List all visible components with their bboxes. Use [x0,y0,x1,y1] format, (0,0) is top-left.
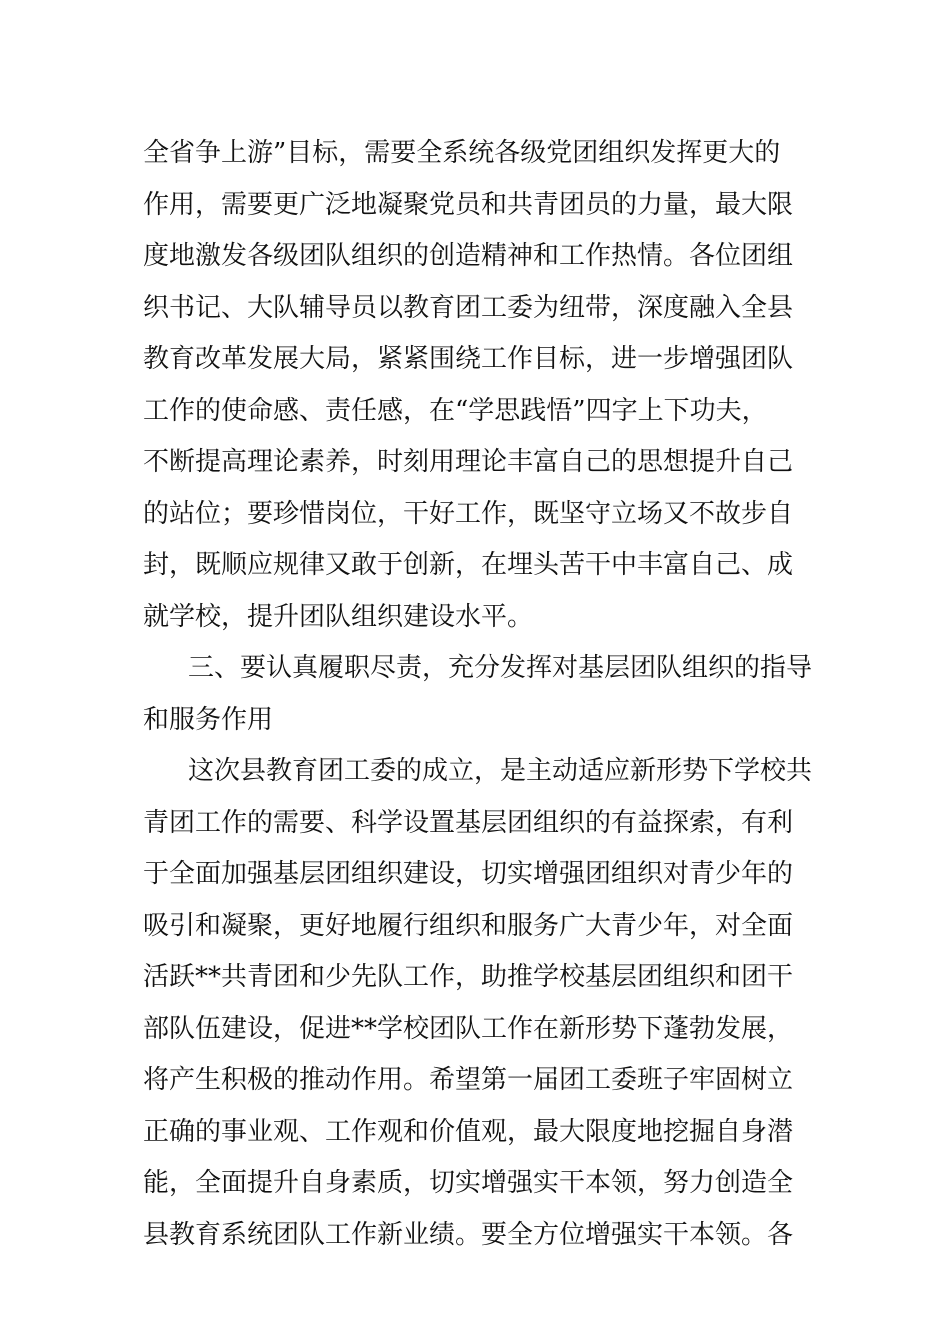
document-body [143,128,823,1261]
text-line: 于全面加强基层团组织建设，切实增强团组织对青少年的 [143,859,794,889]
text-line: 作用，需要更广泛地凝聚党员和共青团员的力量，最大限 [143,189,794,220]
text-line: 的站位；要珍惜岗位，干好工作，既坚守立场又不故步自 [143,498,794,529]
text-line: 工作的使命感、责任感，在“学思践悟”四字上下功夫， [143,395,768,426]
text-line: 部队伍建设，促进**学校团队工作在新形势下蓬勃发展， [143,1013,794,1044]
text-line: 全省争上游”目标，需要全系统各级党团组织发挥更大的 [143,138,781,168]
text-line: 度地激发各级团队组织的创造精神和工作热情。各位团组 [143,241,794,271]
paragraph-first-line: 三、要认真履职尽责，充分发挥对基层团队组织的指导 [188,653,813,683]
text-line: 就学校，提升团队组织建设水平。 [143,601,534,632]
text-line: 青团工作的需要、科学设置基层团组织的有益探索，有利 [143,807,794,838]
text-line: 吸引和凝聚，更好地履行组织和服务广大青少年，对全面 [143,910,794,941]
text-line: 正确的事业观、工作观和价值观，最大限度地挖掘自身潜 [143,1116,794,1147]
text-line: 能，全面提升自身素质，切实增强实干本领，努力创造全 [143,1168,794,1198]
text-line: 和服务作用 [143,704,274,735]
text-line: 活跃**共青团和少先队工作，助推学校基层团组织和团干 [143,962,794,992]
text-line: 封，既顺应规律又敢于创新，在埋头苦干中丰富自己、成 [143,550,794,580]
text-line: 县教育系统团队工作新业绩。要全方位增强实干本领。各 [143,1219,794,1250]
paragraph-first-line: 这次县教育团工委的成立，是主动适应新形势下学校共 [188,756,813,786]
text-line: 将产生积极的推动作用。希望第一届团工委班子牢固树立 [143,1065,794,1095]
text-line: 教育改革发展大局，紧紧围绕工作目标，进一步增强团队 [143,344,794,374]
text-line: 不断提高理论素养，时刻用理论丰富自己的思想提升自己 [143,447,794,477]
text-line: 织书记、大队辅导员以教育团工委为纽带，深度融入全县 [143,292,794,323]
